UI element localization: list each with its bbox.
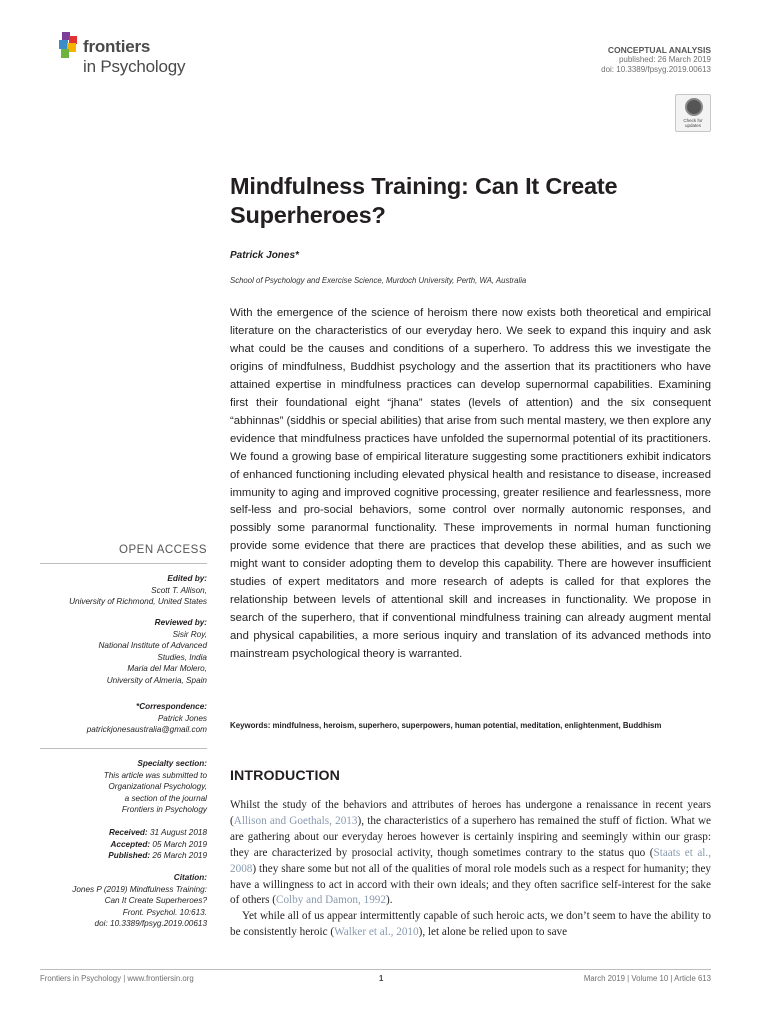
author-affiliation: School of Psychology and Exercise Science, Murdoch University, Perth, WA, Australia — [230, 276, 527, 285]
section-heading-introduction: INTRODUCTION — [230, 768, 340, 784]
paragraph: Whilst the study of the behaviors and attributes of heroes has undergone a renaissance in recent years (Allison and Goethals, 2013), the characteristics of a superhero has remained the stuff of fiction. What we are gathering about our everyday heroes however is certainly inspiring and seemingly within our grasp: they are characterized by prosocial activity, though sometimes contrary to the status quo (Staats et al., 2008) they share some but not all of the qualities of moral role models such as a respect for humanity; they have a willingness to act in accord with their own ideals; and they often sacrifice self-interest for the sake of others (Colby and Damon, 1992). — [230, 799, 711, 907]
check-updates-label: Check for updates — [683, 118, 703, 128]
abstract: With the emergence of the science of heroism there now exists both theoretical and empirical literature on the characteristics of our everyday hero. We seek to expand this inquiry and ask what could be the causes and conditions of a superhero. To address this we investigate the origins of mindfulness, Buddhist psychology and the assertion that its practitioners who have attained expertise in mindfulness practices can develop supernormal capabilities. Examining first their foundational eight “jhana” states (levels of attention) and the six consequent “abhinnas” (siddhis or special abilities) that arise from such mental mastery, we then explore any evidence that mindfulness practices have unfolded the supernormal potential of its practitioners. We found a growing base of empirical literature suggesting some practitioners exhibit indicators of enhanced functioning including elevated physical health and resistance to disease, increased immunity to aging and improved cognitive processing, greater resilience and fearlessness, more self-less and pro-social behaviors, some control over normally autonomic responses, and possibly some paranormal functionality. These improvements in normal human functioning provide some evidence that there are practices that develop these abilities, and as such we might want to consider adopting them to develop this capability. There are however insufficient studies of expert meditators and more research of adepts is called for that explores the relationship between levels of attentional skill and increases in functionality. We propose in search of the superhero, that if conventional mindfulness training can already augment mental and physical capabilities, a more serious inquiry and translation of its advanced methods into mainstream psychological theory is warranted. — [230, 307, 711, 661]
page-number: 1 — [379, 974, 384, 983]
footer-journal[interactable]: Frontiers in Psychology | www.frontiersin.org — [40, 974, 194, 983]
check-updates-icon — [685, 98, 703, 116]
citation-link[interactable]: Colby and Damon, 1992 — [275, 894, 386, 907]
footer-divider — [40, 969, 711, 970]
specialty-section-block: Specialty section: This article was submitted to Organizational Psychology, a section of the journal Frontiers in Psychology — [103, 759, 207, 814]
citation-link[interactable]: Allison and Goethals, 2013 — [233, 814, 358, 827]
introduction-body — [230, 798, 711, 941]
correspondence-block: *Correspondence: Patrick Jones patrickjonesaustralia@gmail.com — [40, 701, 207, 736]
correspondence-email[interactable]: patrickjonesaustralia@gmail.com — [86, 725, 207, 734]
check-for-updates-badge[interactable] — [675, 94, 711, 132]
logo-text-journal: in Psychology — [83, 57, 186, 76]
logo-text-frontiers: frontiers — [83, 37, 151, 56]
edited-by-block: Edited by: Scott T. Allison, University of Richmond, United States — [69, 574, 207, 606]
open-access-label: OPEN ACCESS — [119, 544, 207, 556]
keywords: Keywords: mindfulness, heroism, superhero, superpowers, human potential, meditation, enlightenment, Buddhism — [230, 721, 662, 730]
sidebar-divider — [40, 563, 207, 564]
article-type: CONCEPTUAL ANALYSIS — [607, 45, 711, 55]
citation-block: Citation: Jones P (2019) Mindfulness Training: Can It Create Superheroes? Front. Psychol. 10:613. doi: 10.3389/fpsyg.2019.00613 — [72, 873, 207, 928]
published-date: published: 26 March 2019 — [618, 55, 711, 64]
paragraph: Yet while all of us appear intermittently capable of such heroic acts, we don’t seem to have the ability to be consistently heroic (Walker et al., 2010), let alone be relied upon to save — [230, 910, 711, 939]
doi-header[interactable]: doi: 10.3389/fpsyg.2019.00613 — [601, 65, 711, 74]
journal-logo — [57, 32, 207, 80]
footer-issue: March 2019 | Volume 10 | Article 613 — [583, 974, 711, 983]
citation-link[interactable]: Walker et al., 2010 — [334, 926, 419, 939]
article-meta-header — [601, 45, 711, 75]
citation-link[interactable]: Staats et al., 2008 — [230, 846, 711, 875]
article-title: Mindfulness Training: Can It Create Superheroes? — [230, 173, 618, 228]
author-name[interactable]: Patrick Jones* — [230, 250, 299, 261]
reviewed-by-block: Reviewed by: Sisir Roy, National Institute of Advanced Studies, India Maria del Mar Molero, University of Almeria, Spain — [98, 618, 207, 685]
sidebar-divider — [40, 748, 207, 749]
dates-block: Received: 31 August 2018 Accepted: 05 March 2019 Published: 26 March 2019 — [108, 828, 207, 860]
frontiers-logo-icon — [57, 32, 81, 62]
